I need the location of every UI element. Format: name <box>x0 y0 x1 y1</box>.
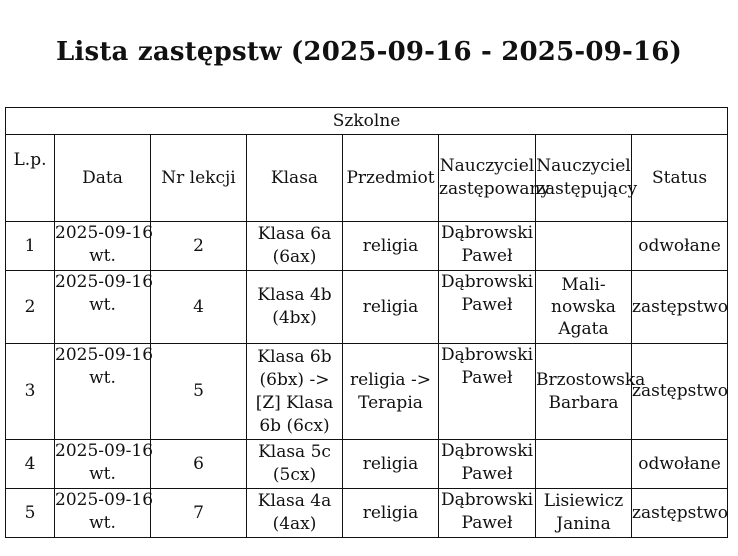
cell-status: odwołane <box>632 440 728 489</box>
cell-class: Klasa 6b (6bx) -> [Z] Klasa 6b (6cx) <box>247 344 343 440</box>
cell-lesson-number: 2 <box>151 222 247 271</box>
cell-class: Klasa 4b (4bx) <box>247 271 343 344</box>
col-header-klasa: Klasa <box>247 135 343 222</box>
cell-teacher-replaced: Dąbrowski Paweł <box>439 222 536 271</box>
cell-lp: 1 <box>6 222 55 271</box>
cell-teacher-substitute: Mali- nowska Agata <box>536 271 632 344</box>
cell-date: 2025-09-16 wt. <box>55 489 151 538</box>
cell-teacher-substitute <box>536 440 632 489</box>
cell-status: zastępstwo <box>632 344 728 440</box>
cell-date: 2025-09-16 wt. <box>55 271 151 344</box>
section-header: Szkolne <box>6 108 728 135</box>
cell-date: 2025-09-16 wt. <box>55 222 151 271</box>
cell-subject: religia <box>343 489 439 538</box>
col-header-nauczyciel-zastepujacy: Nauczyciel zastępujący <box>536 135 632 222</box>
cell-lp: 5 <box>6 489 55 538</box>
cell-date: 2025-09-16 wt. <box>55 344 151 440</box>
table-row <box>6 222 728 271</box>
cell-lp: 3 <box>6 344 55 440</box>
cell-subject: religia <box>343 222 439 271</box>
cell-status: zastępstwo <box>632 489 728 538</box>
cell-teacher-replaced: Dąbrowski Paweł <box>439 271 536 344</box>
cell-subject: religia -> Terapia <box>343 344 439 440</box>
cell-lesson-number: 4 <box>151 271 247 344</box>
cell-subject: religia <box>343 440 439 489</box>
cell-lp: 2 <box>6 271 55 344</box>
col-header-lp: L.p. <box>6 135 55 222</box>
cell-lesson-number: 7 <box>151 489 247 538</box>
cell-class: Klasa 6a (6ax) <box>247 222 343 271</box>
cell-lp: 4 <box>6 440 55 489</box>
cell-subject: religia <box>343 271 439 344</box>
col-header-status: Status <box>632 135 728 222</box>
cell-class: Klasa 4a (4ax) <box>247 489 343 538</box>
cell-teacher-substitute: Lisiewicz Janina <box>536 489 632 538</box>
col-header-nr-lekcji: Nr lekcji <box>151 135 247 222</box>
page-title: Lista zastępstw (2025-09-16 - 2025-09-16) <box>55 37 683 67</box>
col-header-nauczyciel-zastepowany: Nauczyciel zastępowany <box>439 135 536 222</box>
cell-class: Klasa 5c (5cx) <box>247 440 343 489</box>
table-row <box>6 440 728 489</box>
table-row <box>6 271 728 344</box>
cell-status: odwołane <box>632 222 728 271</box>
cell-teacher-substitute <box>536 222 632 271</box>
table-row <box>6 344 728 440</box>
cell-teacher-replaced: Dąbrowski Paweł <box>439 344 536 440</box>
cell-lesson-number: 6 <box>151 440 247 489</box>
table-row <box>6 489 728 538</box>
cell-date: 2025-09-16 wt. <box>55 440 151 489</box>
cell-teacher-replaced: Dąbrowski Paweł <box>439 489 536 538</box>
col-header-data: Data <box>55 135 151 222</box>
cell-teacher-replaced: Dąbrowski Paweł <box>439 440 536 489</box>
substitutions-table <box>5 107 728 538</box>
col-header-przedmiot: Przedmiot <box>343 135 439 222</box>
cell-status: zastępstwo <box>632 271 728 344</box>
cell-teacher-substitute: Brzostowska Barbara <box>536 344 632 440</box>
cell-lesson-number: 5 <box>151 344 247 440</box>
